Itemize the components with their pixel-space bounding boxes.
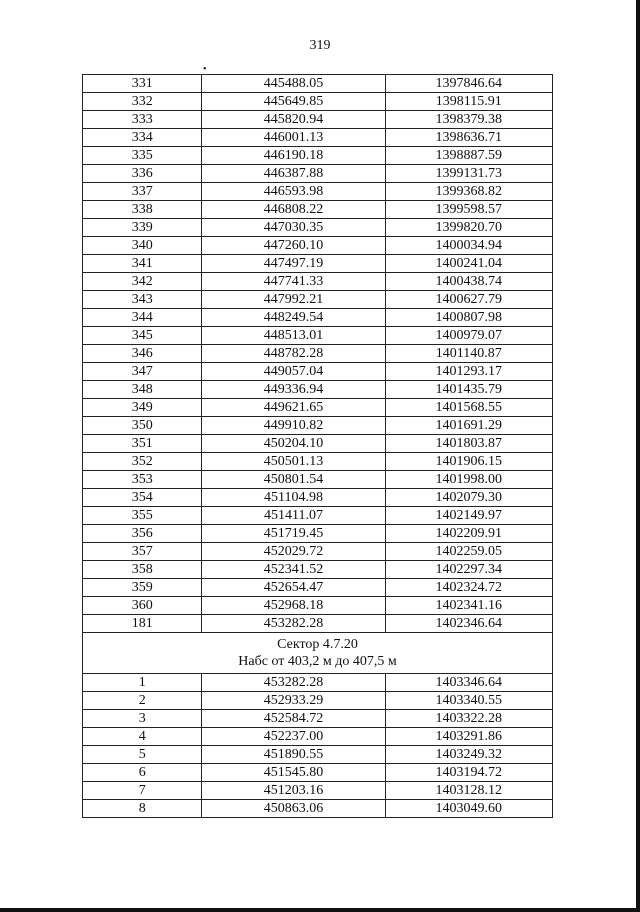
table-row: [83, 327, 553, 345]
x-coordinate-cell: 445488.05: [202, 75, 385, 93]
point-number-cell: 336: [83, 165, 202, 183]
x-coordinate-cell: 453282.28: [202, 674, 385, 692]
sector-header: [83, 633, 553, 674]
y-coordinate-cell: 1398636.71: [385, 129, 552, 147]
x-coordinate-cell: 448249.54: [202, 309, 385, 327]
y-coordinate-cell: 1400034.94: [385, 237, 552, 255]
table-row: [83, 597, 553, 615]
y-coordinate-cell: 1399131.73: [385, 165, 552, 183]
table-row: [83, 674, 553, 692]
point-number-cell: 347: [83, 363, 202, 381]
y-coordinate-cell: 1403346.64: [385, 674, 552, 692]
x-coordinate-cell: 450204.10: [202, 435, 385, 453]
coordinates-table: [82, 74, 553, 818]
sector-cell: [83, 633, 553, 674]
table-row: [83, 219, 553, 237]
point-number-cell: 357: [83, 543, 202, 561]
point-number-cell: 346: [83, 345, 202, 363]
x-coordinate-cell: 446808.22: [202, 201, 385, 219]
y-coordinate-cell: 1402346.64: [385, 615, 552, 633]
point-number-cell: 343: [83, 291, 202, 309]
point-number-cell: 359: [83, 579, 202, 597]
x-coordinate-cell: 447260.10: [202, 237, 385, 255]
y-coordinate-cell: 1403340.55: [385, 692, 552, 710]
page-number: 319: [309, 38, 331, 53]
point-number-cell: 4: [83, 728, 202, 746]
y-coordinate-cell: 1402341.16: [385, 597, 552, 615]
table-row: [83, 525, 553, 543]
point-number-cell: 339: [83, 219, 202, 237]
y-coordinate-cell: 1403291.86: [385, 728, 552, 746]
point-number-cell: 181: [83, 615, 202, 633]
y-coordinate-cell: 1402209.91: [385, 525, 552, 543]
x-coordinate-cell: 451104.98: [202, 489, 385, 507]
y-coordinate-cell: 1401691.29: [385, 417, 552, 435]
x-coordinate-cell: 449621.65: [202, 399, 385, 417]
y-coordinate-cell: 1402324.72: [385, 579, 552, 597]
table-row: [83, 255, 553, 273]
table-row: [83, 561, 553, 579]
table-row: [83, 237, 553, 255]
y-coordinate-cell: 1401293.17: [385, 363, 552, 381]
y-coordinate-cell: 1397846.64: [385, 75, 552, 93]
point-number-cell: 342: [83, 273, 202, 291]
table-row: [83, 800, 553, 818]
point-number-cell: 344: [83, 309, 202, 327]
point-number-cell: 334: [83, 129, 202, 147]
point-number-cell: 1: [83, 674, 202, 692]
y-coordinate-cell: 1401803.87: [385, 435, 552, 453]
point-number-cell: 335: [83, 147, 202, 165]
point-number-cell: 5: [83, 746, 202, 764]
table-row: [83, 543, 553, 561]
table-row: [83, 692, 553, 710]
x-coordinate-cell: 449057.04: [202, 363, 385, 381]
table-row: [83, 381, 553, 399]
table-row: [83, 453, 553, 471]
point-number-cell: 341: [83, 255, 202, 273]
table-row: [83, 579, 553, 597]
x-coordinate-cell: 452341.52: [202, 561, 385, 579]
point-number-cell: 348: [83, 381, 202, 399]
sector-row: [83, 633, 553, 674]
x-coordinate-cell: 452237.00: [202, 728, 385, 746]
y-coordinate-cell: 1400979.07: [385, 327, 552, 345]
table-row: [83, 273, 553, 291]
table-row: [83, 291, 553, 309]
y-coordinate-cell: 1402259.05: [385, 543, 552, 561]
x-coordinate-cell: 451890.55: [202, 746, 385, 764]
x-coordinate-cell: 452029.72: [202, 543, 385, 561]
y-coordinate-cell: 1403128.12: [385, 782, 552, 800]
table-row: [83, 782, 553, 800]
y-coordinate-cell: 1401435.79: [385, 381, 552, 399]
point-number-cell: 345: [83, 327, 202, 345]
y-coordinate-cell: 1399598.57: [385, 201, 552, 219]
x-coordinate-cell: 447030.35: [202, 219, 385, 237]
y-coordinate-cell: 1402297.34: [385, 561, 552, 579]
table-row: [83, 165, 553, 183]
table-row: [83, 489, 553, 507]
x-coordinate-cell: 451719.45: [202, 525, 385, 543]
table-row: [83, 93, 553, 111]
table-row: [83, 183, 553, 201]
point-number-cell: 360: [83, 597, 202, 615]
table-row: [83, 746, 553, 764]
scan-mark: •: [203, 64, 207, 75]
x-coordinate-cell: 448513.01: [202, 327, 385, 345]
table-body-top: [83, 75, 553, 633]
x-coordinate-cell: 447992.21: [202, 291, 385, 309]
table-row: [83, 147, 553, 165]
x-coordinate-cell: 447497.19: [202, 255, 385, 273]
point-number-cell: 8: [83, 800, 202, 818]
table-row: [83, 111, 553, 129]
point-number-cell: 2: [83, 692, 202, 710]
x-coordinate-cell: 445820.94: [202, 111, 385, 129]
x-coordinate-cell: 451545.80: [202, 764, 385, 782]
y-coordinate-cell: 1400627.79: [385, 291, 552, 309]
point-number-cell: 6: [83, 764, 202, 782]
y-coordinate-cell: 1398115.91: [385, 93, 552, 111]
point-number-cell: 356: [83, 525, 202, 543]
table-row: [83, 507, 553, 525]
y-coordinate-cell: 1403322.28: [385, 710, 552, 728]
point-number-cell: 358: [83, 561, 202, 579]
x-coordinate-cell: 448782.28: [202, 345, 385, 363]
y-coordinate-cell: 1398887.59: [385, 147, 552, 165]
point-number-cell: 337: [83, 183, 202, 201]
y-coordinate-cell: 1403194.72: [385, 764, 552, 782]
point-number-cell: 355: [83, 507, 202, 525]
x-coordinate-cell: 451411.07: [202, 507, 385, 525]
y-coordinate-cell: 1401906.15: [385, 453, 552, 471]
y-coordinate-cell: 1401140.87: [385, 345, 552, 363]
point-number-cell: 354: [83, 489, 202, 507]
sector-subtitle: Набс от 403,2 м до 407,5 м: [238, 654, 397, 669]
point-number-cell: 3: [83, 710, 202, 728]
table-body-bottom: [83, 674, 553, 818]
x-coordinate-cell: 449336.94: [202, 381, 385, 399]
table-row: [83, 417, 553, 435]
x-coordinate-cell: 447741.33: [202, 273, 385, 291]
y-coordinate-cell: 1400438.74: [385, 273, 552, 291]
x-coordinate-cell: 450801.54: [202, 471, 385, 489]
y-coordinate-cell: 1400807.98: [385, 309, 552, 327]
x-coordinate-cell: 446001.13: [202, 129, 385, 147]
y-coordinate-cell: 1402079.30: [385, 489, 552, 507]
table-row: [83, 129, 553, 147]
y-coordinate-cell: 1403249.32: [385, 746, 552, 764]
table-row: [83, 728, 553, 746]
x-coordinate-cell: 445649.85: [202, 93, 385, 111]
sector-title: Сектор 4.7.20: [277, 637, 358, 652]
table-row: [83, 201, 553, 219]
y-coordinate-cell: 1402149.97: [385, 507, 552, 525]
x-coordinate-cell: 452584.72: [202, 710, 385, 728]
x-coordinate-cell: 450501.13: [202, 453, 385, 471]
x-coordinate-cell: 451203.16: [202, 782, 385, 800]
y-coordinate-cell: 1400241.04: [385, 255, 552, 273]
x-coordinate-cell: 452654.47: [202, 579, 385, 597]
table-row: [83, 615, 553, 633]
table-row: [83, 75, 553, 93]
y-coordinate-cell: 1403049.60: [385, 800, 552, 818]
point-number-cell: 333: [83, 111, 202, 129]
table-row: [83, 399, 553, 417]
point-number-cell: 349: [83, 399, 202, 417]
point-number-cell: 332: [83, 93, 202, 111]
table-row: [83, 710, 553, 728]
point-number-cell: 353: [83, 471, 202, 489]
y-coordinate-cell: 1399368.82: [385, 183, 552, 201]
table-row: [83, 764, 553, 782]
x-coordinate-cell: 450863.06: [202, 800, 385, 818]
scan-edge-right: [636, 0, 640, 912]
y-coordinate-cell: 1398379.38: [385, 111, 552, 129]
x-coordinate-cell: 446190.18: [202, 147, 385, 165]
y-coordinate-cell: 1399820.70: [385, 219, 552, 237]
point-number-cell: 350: [83, 417, 202, 435]
x-coordinate-cell: 453282.28: [202, 615, 385, 633]
y-coordinate-cell: 1401998.00: [385, 471, 552, 489]
table-row: [83, 435, 553, 453]
x-coordinate-cell: 452933.29: [202, 692, 385, 710]
point-number-cell: 340: [83, 237, 202, 255]
table-row: [83, 345, 553, 363]
table-row: [83, 471, 553, 489]
point-number-cell: 331: [83, 75, 202, 93]
x-coordinate-cell: 446593.98: [202, 183, 385, 201]
x-coordinate-cell: 452968.18: [202, 597, 385, 615]
table-row: [83, 363, 553, 381]
x-coordinate-cell: 446387.88: [202, 165, 385, 183]
point-number-cell: 338: [83, 201, 202, 219]
scan-edge-bottom: [0, 908, 640, 912]
point-number-cell: 7: [83, 782, 202, 800]
point-number-cell: 351: [83, 435, 202, 453]
point-number-cell: 352: [83, 453, 202, 471]
table-row: [83, 309, 553, 327]
x-coordinate-cell: 449910.82: [202, 417, 385, 435]
y-coordinate-cell: 1401568.55: [385, 399, 552, 417]
